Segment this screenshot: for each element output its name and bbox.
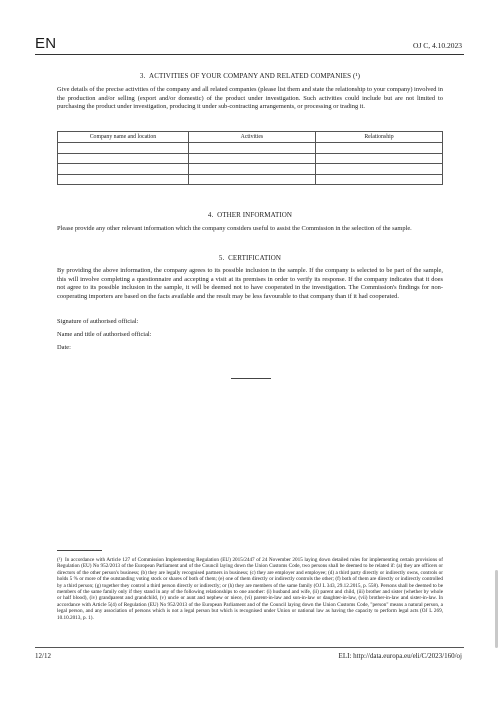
section-5-title: 5. CERTIFICATION (218, 254, 282, 262)
journal-reference: OJ C, 4.10.2023 (413, 41, 462, 50)
column-header-relationship: Relationship (315, 132, 442, 143)
footnote (57, 557, 443, 621)
table-cell[interactable] (315, 174, 442, 185)
related-companies-table (57, 131, 443, 185)
table-cell[interactable] (315, 143, 442, 154)
table-cell[interactable] (188, 174, 315, 185)
header-rule (35, 54, 464, 55)
language-code: EN (35, 35, 57, 52)
table-row (58, 143, 443, 154)
table-row (58, 153, 443, 164)
table-row (58, 164, 443, 175)
table-row (58, 174, 443, 185)
table-header-row (58, 132, 443, 143)
table-cell[interactable] (315, 153, 442, 164)
signature-label: Signature of authorised official: (57, 318, 139, 325)
table-cell[interactable] (188, 164, 315, 175)
section-4-title: 4. OTHER INFORMATION (207, 211, 293, 219)
eli-link[interactable]: ELI: http://data.europa.eu/eli/C/2023/160/oj (338, 652, 462, 660)
end-of-text-rule (231, 378, 271, 379)
table-cell[interactable] (58, 153, 189, 164)
section-5-text: By providing the above information, the company agrees to its possible inclusion in the sample. If the company is selected to be part of the sample, this will involve completing a questionnaire and accepting a visit at its premises in order to verify its response. If the company indicates that it does not agree to its possible inclusion in the sample, it will be deemed not to have cooperated in the investigation. The Commission's findings for non-cooperating importers are based on the facts available and the result may be less favourable to that company than if it had cooperated. (57, 267, 443, 300)
footnote-marker: (¹) (57, 557, 63, 563)
name-title-label: Name and title of authorised official: (57, 331, 152, 338)
footnote-text: In accordance with Article 127 of Commission Implementing Regulation (EU) 2015/2447 of 24 November 2015 laying down detailed rules for implementing certain provisions of Regulation (EU) No 952/2013 of the European Parliament and of the Council laying down the Union Customs Code, two persons shall be deemed to be related if: (a) they are officers or directors of the other person's business; (b) they are legally recognised partners in business; (c) they are employer and employee; (d) a third party directly or indirectly owns, controls or holds 5 % or more of the outstanding voting stock or shares of both of them; (e) one of them directly or indirectly controls the other; (f) both of them are directly or indirectly controlled by a third person; (g) together they control a third person directly or indirectly; or (h) they are members of the same family (OJ L 343, 29.12.2015, p. 558). Persons shall be deemed to be members of the same family only if they stand in any of the following relationships to one another: (i) husband and wife, (ii) parent and child, (iii) brother and sister (whether by whole or half blood), (iv) grandparent and grandchild, (v) uncle or aunt and nephew or niece, (vi) parent-in-law and son-in-law or daughter-in-law, (vii) brother-in-law and sister-in-law. In accordance with Article 5(4) of Regulation (EU) No 952/2013 of the European Parliament and of the Council laying down the Union Customs Code, "person" means a natural person, a legal person, and any association of persons which is not a legal person but which is recognised under Union or national law as having the capacity to perform legal acts (OJ L 269, 10.10.2013, p. 1). (57, 557, 443, 621)
column-header-company: Company name and location (58, 132, 189, 143)
table-cell[interactable] (315, 164, 442, 175)
table-cell[interactable] (188, 143, 315, 154)
section-4-text: Please provide any other relevant information which the company considers useful to assist the Commission in the selection of the sample. (57, 225, 412, 232)
table-cell[interactable] (58, 143, 189, 154)
scrollbar-thumb[interactable] (495, 570, 498, 648)
table-cell[interactable] (58, 164, 189, 175)
table-cell[interactable] (188, 153, 315, 164)
table-cell[interactable] (58, 174, 189, 185)
footer-rule (35, 647, 464, 648)
column-header-activities: Activities (188, 132, 315, 143)
page-number: 12/12 (35, 652, 51, 660)
section-3-title: 3. ACTIVITIES OF YOUR COMPANY AND RELATED COMPANIES (¹) (139, 72, 361, 80)
date-label: Date: (57, 344, 71, 351)
section-3-text: Give details of the precise activities of the company and all related companies (please list them and state the relationship to your company) involved in the production and/or selling (export and/or domestic) of the product under investigation. Such activities could include but are not limited to purchasing the product under investigation, producing it under sub-contracting arrangements, or processing or trading it. (57, 86, 443, 111)
footnote-rule (57, 550, 102, 551)
